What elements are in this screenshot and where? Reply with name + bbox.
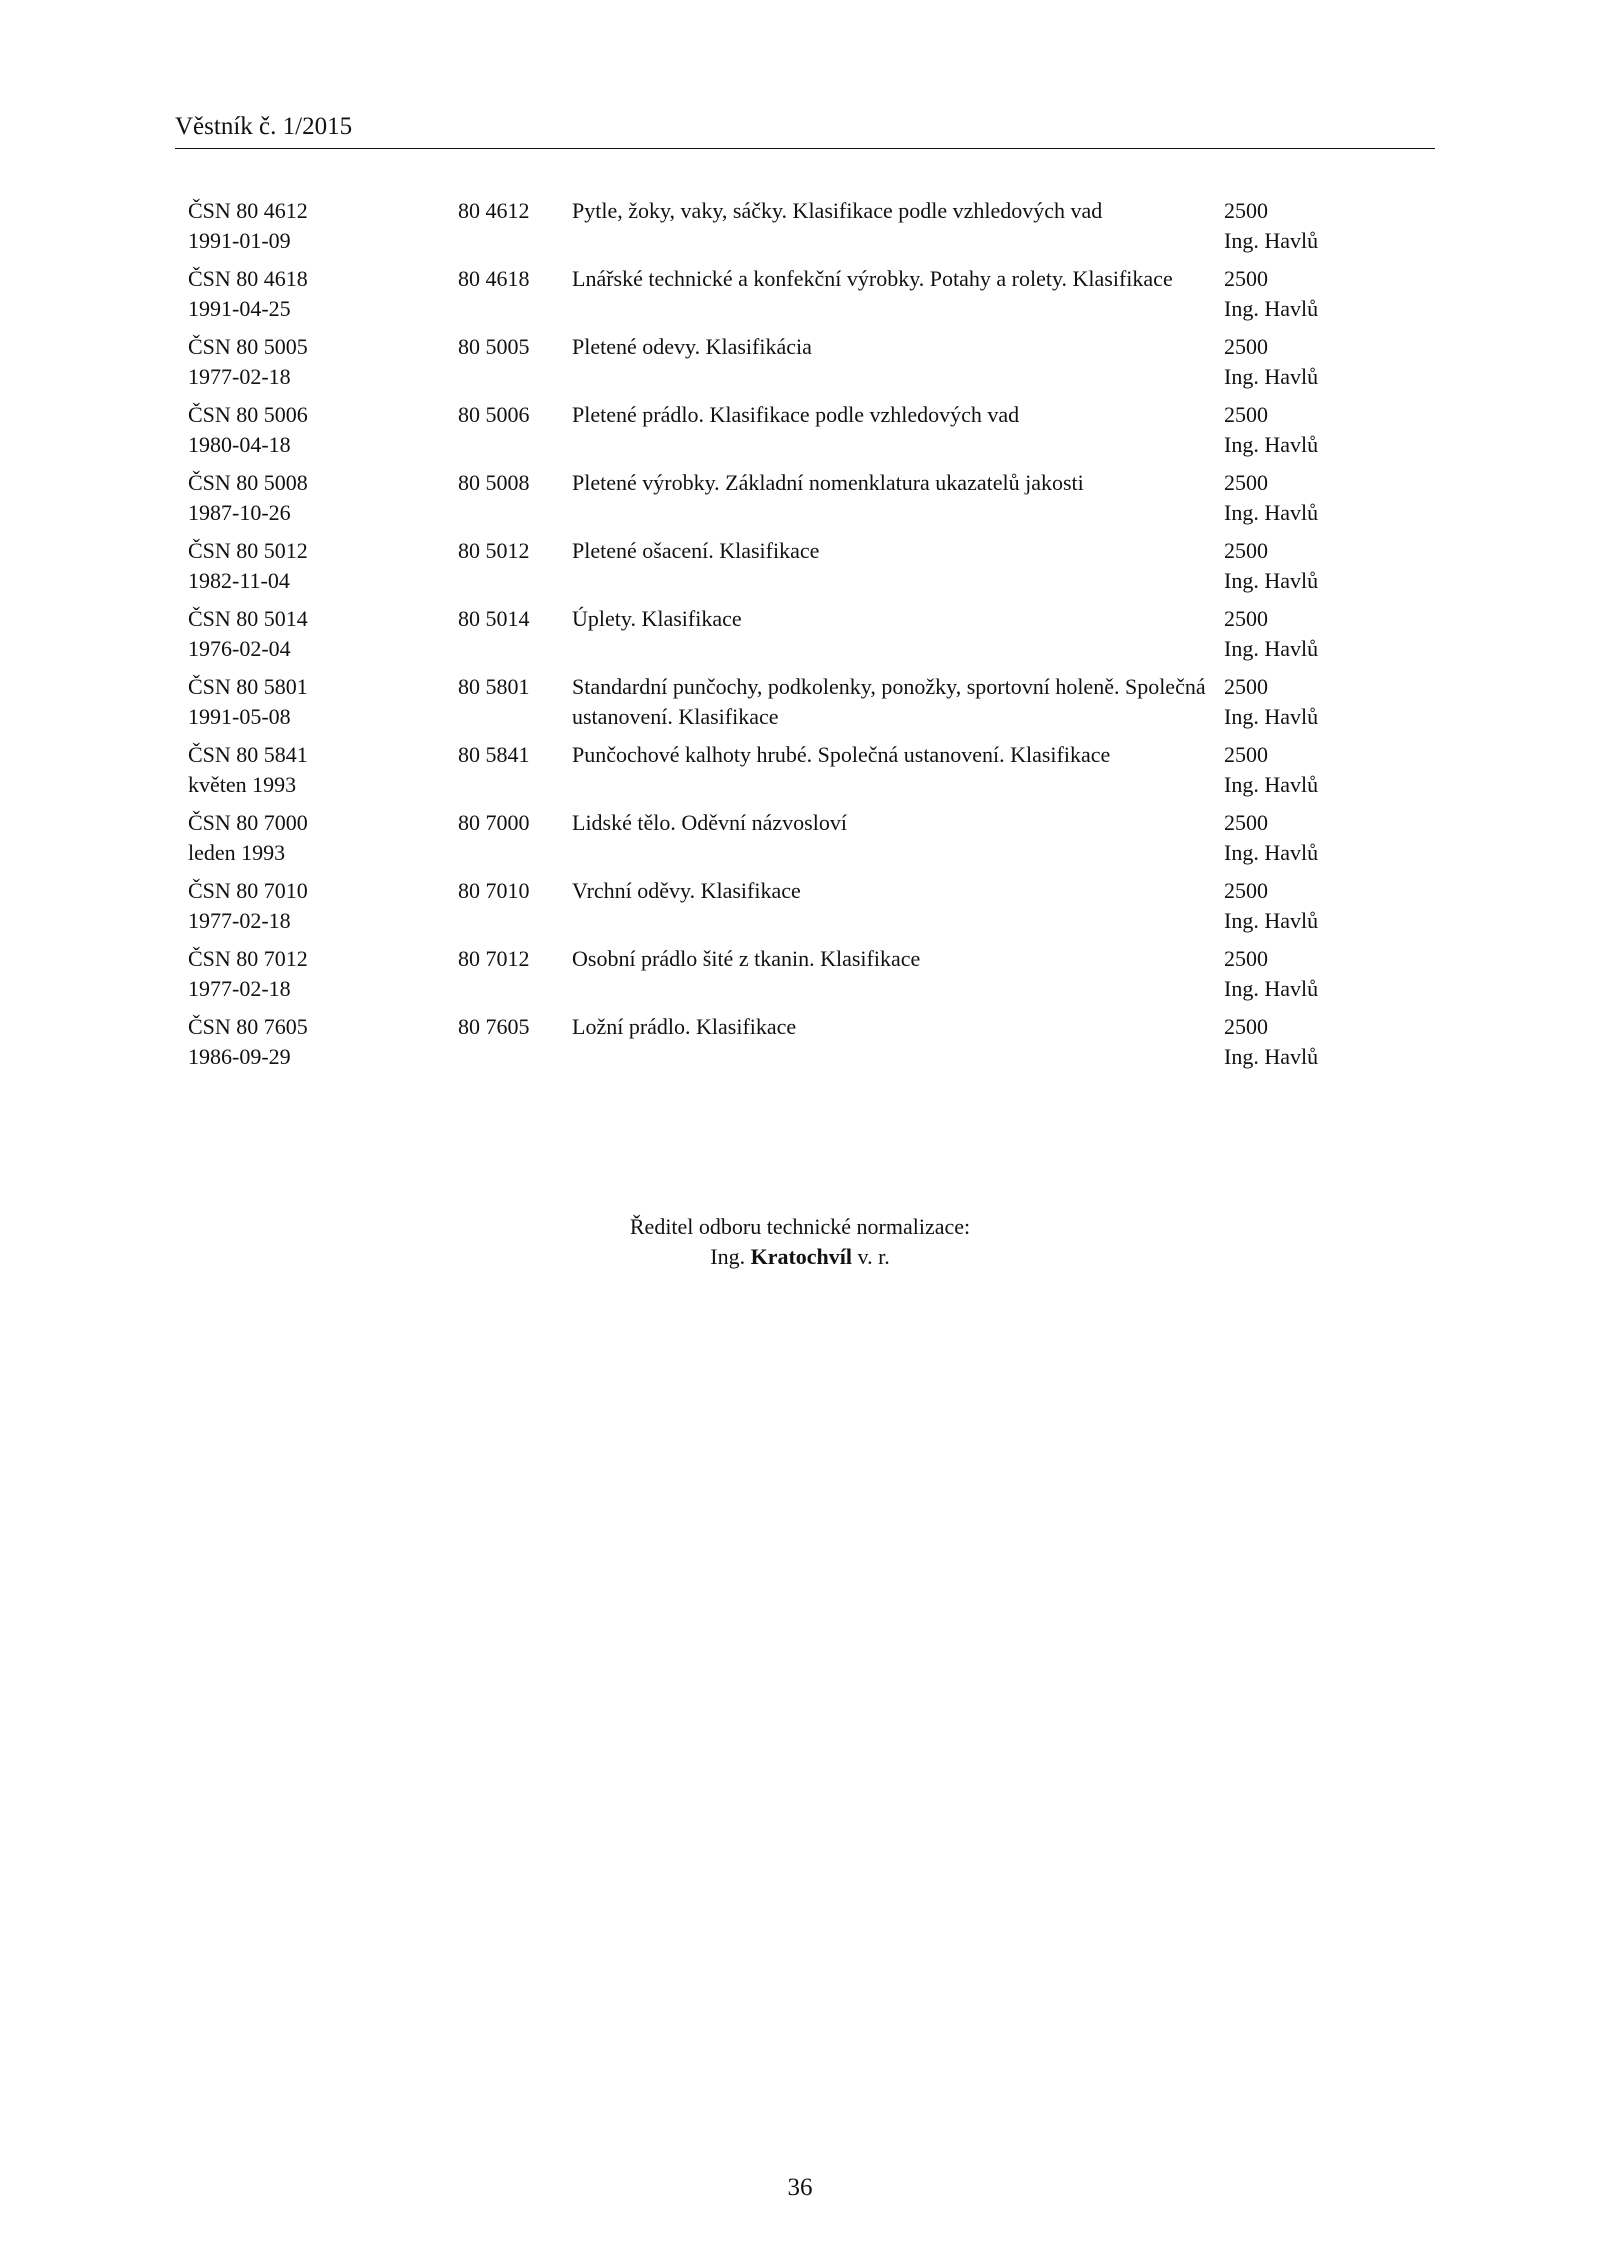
fee-amount: 2500 (1224, 266, 1268, 291)
standard-number: ČSN 80 7605 (188, 1014, 308, 1039)
fee-cell (1224, 196, 1344, 256)
standard-number: ČSN 80 5014 (188, 606, 308, 631)
classification-code: 80 4618 (458, 266, 530, 291)
responsible-person: Ing. Havlů (1224, 840, 1319, 865)
standard-cell (188, 808, 448, 868)
page-header (175, 112, 1435, 149)
signatory-line (0, 1242, 1600, 1272)
fee-amount: 2500 (1224, 878, 1268, 903)
responsible-person: Ing. Havlů (1224, 432, 1319, 457)
standard-title: Vrchní oděvy. Klasifikace (572, 878, 801, 903)
standard-number: ČSN 80 7000 (188, 810, 308, 835)
fee-amount: 2500 (1224, 742, 1268, 767)
standard-cell (188, 672, 448, 732)
responsible-person: Ing. Havlů (1224, 772, 1319, 797)
fee-amount: 2500 (1224, 810, 1268, 835)
classification-code: 80 5008 (458, 470, 530, 495)
standard-date: 1977-02-18 (188, 908, 291, 933)
standard-number: ČSN 80 4612 (188, 198, 308, 223)
fee-amount: 2500 (1224, 402, 1268, 427)
standard-number: ČSN 80 5841 (188, 742, 308, 767)
standard-title: Pletené prádlo. Klasifikace podle vzhledových vad (572, 402, 1020, 427)
standard-date: 1991-01-09 (188, 228, 291, 253)
fee-amount: 2500 (1224, 606, 1268, 631)
standard-number: ČSN 80 4618 (188, 266, 308, 291)
fee-amount: 2500 (1224, 334, 1268, 359)
responsible-person: Ing. Havlů (1224, 704, 1319, 729)
responsible-person: Ing. Havlů (1224, 296, 1319, 321)
fee-cell (1224, 264, 1344, 324)
fee-cell (1224, 944, 1344, 1004)
fee-cell (1224, 740, 1344, 800)
standard-cell (188, 604, 448, 664)
responsible-person: Ing. Havlů (1224, 976, 1319, 1001)
standard-title: Standardní punčochy, podkolenky, ponožky, sportovní holeně. Společná ustanovení. Klasifikace (572, 674, 1206, 729)
standard-date: 1987-10-26 (188, 500, 291, 525)
classification-code: 80 4612 (458, 198, 530, 223)
standard-cell (188, 876, 448, 936)
responsible-person: Ing. Havlů (1224, 908, 1319, 933)
fee-amount: 2500 (1224, 1014, 1268, 1039)
standard-number: ČSN 80 7010 (188, 878, 308, 903)
fee-cell (1224, 400, 1344, 460)
standard-number: ČSN 80 5006 (188, 402, 308, 427)
table-row (188, 196, 1338, 264)
journal-title: Věstník č. 1/2015 (175, 113, 353, 140)
signatory-prefix: Ing. (710, 1244, 746, 1269)
standard-title: Úplety. Klasifikace (572, 606, 742, 631)
classification-code: 80 5801 (458, 674, 530, 699)
fee-amount: 2500 (1224, 946, 1268, 971)
classification-code: 80 5012 (458, 538, 530, 563)
standard-date: leden 1993 (188, 840, 286, 865)
fee-amount: 2500 (1224, 470, 1268, 495)
classification-code: 80 5841 (458, 742, 530, 767)
table-row (188, 332, 1338, 400)
standard-date: 1977-02-18 (188, 364, 291, 389)
responsible-person: Ing. Havlů (1224, 228, 1319, 253)
classification-code: 80 5014 (458, 606, 530, 631)
standard-number: ČSN 80 5801 (188, 674, 308, 699)
standard-title: Punčochové kalhoty hrubé. Společná ustanovení. Klasifikace (572, 742, 1111, 767)
standard-date: 1976-02-04 (188, 636, 291, 661)
standard-cell (188, 332, 448, 392)
table-row (188, 672, 1338, 740)
standard-title: Pletené odevy. Klasifikácia (572, 334, 812, 359)
fee-amount: 2500 (1224, 538, 1268, 563)
standards-table (188, 196, 1338, 1080)
classification-code: 80 7605 (458, 1014, 530, 1039)
fee-cell (1224, 604, 1344, 664)
standard-cell (188, 468, 448, 528)
classification-code: 80 5006 (458, 402, 530, 427)
table-row (188, 264, 1338, 332)
responsible-person: Ing. Havlů (1224, 636, 1319, 661)
table-row (188, 536, 1338, 604)
standard-title: Lnářské technické a konfekční výrobky. Potahy a rolety. Klasifikace (572, 266, 1173, 291)
fee-amount: 2500 (1224, 198, 1268, 223)
standard-number: ČSN 80 5008 (188, 470, 308, 495)
standard-title: Osobní prádlo šité z tkanin. Klasifikace (572, 946, 921, 971)
responsible-person: Ing. Havlů (1224, 364, 1319, 389)
standard-title: Pytle, žoky, vaky, sáčky. Klasifikace podle vzhledových vad (572, 198, 1103, 223)
table-row (188, 876, 1338, 944)
standard-cell (188, 400, 448, 460)
standard-date: 1977-02-18 (188, 976, 291, 1001)
standard-date: 1982-11-04 (188, 568, 290, 593)
standard-number: ČSN 80 7012 (188, 946, 308, 971)
table-row (188, 400, 1338, 468)
signature-block (0, 1212, 1600, 1272)
fee-cell (1224, 468, 1344, 528)
standard-title: Pletené ošacení. Klasifikace (572, 538, 820, 563)
fee-cell (1224, 1012, 1344, 1072)
table-row (188, 944, 1338, 1012)
table-row (188, 468, 1338, 536)
standard-date: 1991-04-25 (188, 296, 291, 321)
page-number: 36 (787, 2174, 813, 2201)
standard-cell (188, 196, 448, 256)
fee-cell (1224, 332, 1344, 392)
table-row (188, 740, 1338, 808)
classification-code: 80 7010 (458, 878, 530, 903)
standard-title: Lidské tělo. Oděvní názvosloví (572, 810, 847, 835)
standard-cell (188, 1012, 448, 1072)
fee-cell (1224, 536, 1344, 596)
standard-number: ČSN 80 5005 (188, 334, 308, 359)
responsible-person: Ing. Havlů (1224, 1044, 1319, 1069)
standard-title: Ložní prádlo. Klasifikace (572, 1014, 797, 1039)
table-row (188, 1012, 1338, 1080)
table-row (188, 808, 1338, 876)
table-row (188, 604, 1338, 672)
responsible-person: Ing. Havlů (1224, 500, 1319, 525)
responsible-person: Ing. Havlů (1224, 568, 1319, 593)
standard-cell (188, 536, 448, 596)
standard-date: květen 1993 (188, 772, 297, 797)
fee-amount: 2500 (1224, 674, 1268, 699)
standard-cell (188, 944, 448, 1004)
classification-code: 80 5005 (458, 334, 530, 359)
fee-cell (1224, 808, 1344, 868)
standard-date: 1986-09-29 (188, 1044, 291, 1069)
standard-cell (188, 264, 448, 324)
signatory-suffix: v. r. (857, 1244, 890, 1269)
standard-title: Pletené výrobky. Základní nomenklatura ukazatelů jakosti (572, 470, 1084, 495)
standard-number: ČSN 80 5012 (188, 538, 308, 563)
standard-date: 1991-05-08 (188, 704, 291, 729)
signatory-role: Ředitel odboru technické normalizace: (629, 1214, 971, 1239)
fee-cell (1224, 672, 1344, 732)
fee-cell (1224, 876, 1344, 936)
classification-code: 80 7000 (458, 810, 530, 835)
standard-cell (188, 740, 448, 800)
classification-code: 80 7012 (458, 946, 530, 971)
signatory-name: Kratochvíl (750, 1244, 853, 1269)
standard-date: 1980-04-18 (188, 432, 291, 457)
